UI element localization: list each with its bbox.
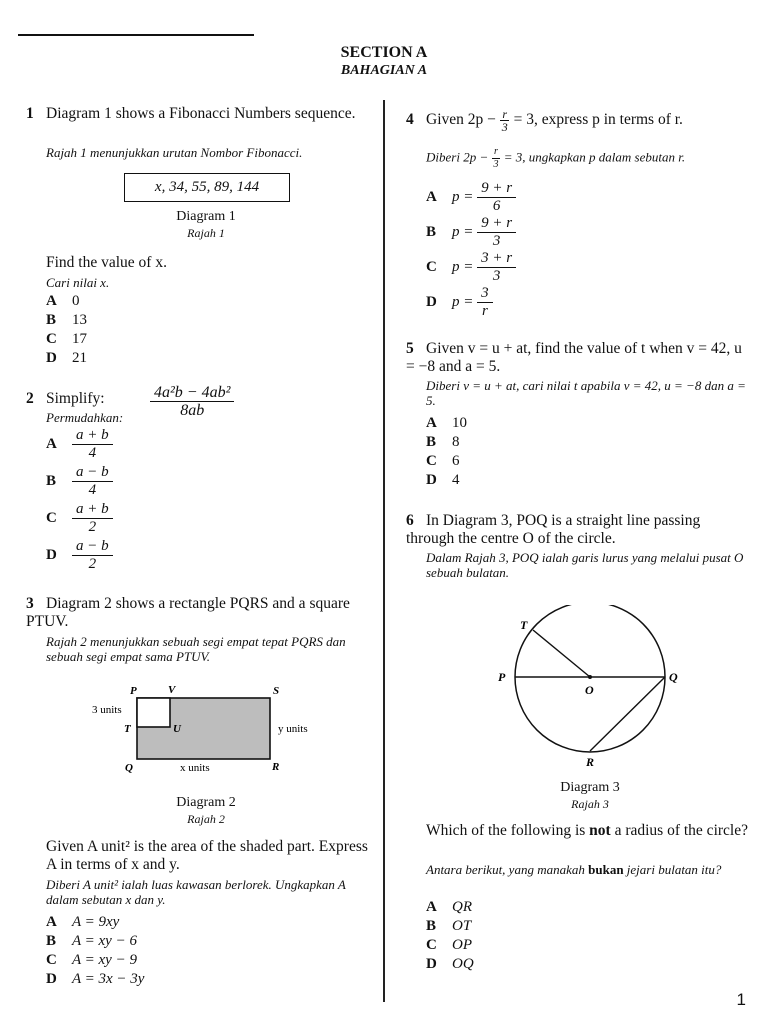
- header-rule: [18, 34, 254, 36]
- q6-option-b[interactable]: B OT: [426, 918, 472, 934]
- square-ptuv: [137, 698, 170, 727]
- q3-option-c[interactable]: C A = xy − 9: [46, 952, 137, 968]
- diagram-2: [80, 680, 340, 780]
- question-1-text: 1 Diagram 1 shows a Fibonacci Numbers sequence.: [26, 105, 356, 122]
- q2-option-a[interactable]: A $\frac{a + b}{4}$: [46, 427, 113, 462]
- label-r: R: [586, 755, 595, 769]
- question-3-text: 3 Diagram 2 shows a rectangle PQRS and a square PTUV.: [26, 595, 350, 630]
- question-4-text-ms: Diberi 2p − $\frac{r}{3}$ = 3, ungkapkan p dalam sebutan r.: [426, 146, 686, 170]
- question-5-text-ms: Diberi v = u + at, cari nilai t apabila v = 42, u = −8 dan a = 5.: [426, 378, 746, 408]
- question-1-prompt-ms: Cari nilai x.: [46, 275, 110, 290]
- label-q: Q: [669, 670, 678, 684]
- question-6-text-ms: Dalam Rajah 3, POQ ialah garis lurus yang melalui pusat O sebuah bulatan.: [426, 550, 744, 580]
- label-r: R: [272, 761, 280, 773]
- label-v: V: [168, 684, 176, 696]
- label-u: U: [173, 723, 181, 735]
- q1-option-b[interactable]: B 13: [46, 312, 87, 328]
- label-x-units: x units: [180, 762, 210, 774]
- q5-option-c[interactable]: C 6: [426, 453, 460, 469]
- question-3-prompt: Given A unit² is the area of the shaded part. Express A in terms of x and y.: [46, 838, 368, 873]
- q1-option-c[interactable]: C 17: [46, 331, 87, 347]
- question-3-text-ms: Rajah 2 menunjukkan sebuah segi empat tepat PQRS dan sebuah segi empat sama PTUV.: [46, 634, 346, 664]
- q1-option-a[interactable]: A 0: [46, 293, 80, 309]
- q2-option-d[interactable]: D $\frac{a - b}{2}$: [46, 538, 113, 573]
- q5-option-a[interactable]: A 10: [426, 415, 467, 431]
- label-o: O: [585, 683, 594, 697]
- label-s: S: [273, 685, 280, 697]
- question-2-label: 2 Simplify:: [26, 390, 105, 407]
- diagram-3-caption-ms: Rajah 3: [571, 797, 609, 811]
- q4-option-a[interactable]: A p = $\frac{9 + r}{6}$: [426, 180, 516, 215]
- question-3-prompt-ms: Diberi A unit² ialah luas kawasan berlorek. Ungkapkan A dalam sebutan x dan y.: [46, 877, 346, 907]
- q6-option-a[interactable]: A QR: [426, 899, 472, 915]
- label-3-units: 3 units: [92, 704, 122, 716]
- diagram-2-caption: Diagram 2: [176, 795, 236, 810]
- q3-option-b[interactable]: B A = xy − 6: [46, 933, 137, 949]
- centre-point: [588, 675, 592, 679]
- q1-option-d[interactable]: D 21: [46, 350, 87, 366]
- label-t: T: [520, 618, 528, 632]
- question-1-prompt: Find the value of x.: [46, 254, 167, 271]
- fibonacci-sequence-box: x, 34, 55, 89, 144: [124, 173, 290, 202]
- question-6-prompt-ms: Antara berikut, yang manakah bukan jejari bulatan itu?: [426, 862, 722, 877]
- q3-option-d[interactable]: D A = 3x − 3y: [46, 971, 145, 987]
- diagram-1-caption: Diagram 1: [176, 209, 236, 224]
- q5-option-b[interactable]: B 8: [426, 434, 460, 450]
- label-q: Q: [125, 762, 133, 774]
- diagram-3-caption: Diagram 3: [560, 780, 620, 795]
- question-6-prompt: Which of the following is not a radius of the circle?: [426, 822, 748, 839]
- question-1-text-ms: Rajah 1 menunjukkan urutan Nombor Fibonacci.: [46, 145, 303, 160]
- q3-option-a[interactable]: A A = 9xy: [46, 914, 120, 930]
- question-2-expression: $\frac{\text{4a²b − 4ab²}}{8ab}$: [150, 384, 234, 419]
- section-title: SECTION A: [340, 44, 428, 61]
- q6-option-d[interactable]: D OQ: [426, 956, 474, 972]
- q4-option-b[interactable]: B p = $\frac{9 + r}{3}$: [426, 215, 516, 250]
- q6-option-c[interactable]: C OP: [426, 937, 472, 953]
- label-y-units: y units: [278, 723, 308, 735]
- q5-option-d[interactable]: D 4: [426, 472, 460, 488]
- diagram-3: [490, 605, 700, 775]
- question-2-label-ms: Permudahkan:: [46, 410, 124, 425]
- label-p: P: [498, 670, 506, 684]
- q4-option-d[interactable]: D p = $\frac{3}{r}$: [426, 285, 493, 320]
- diagram-1-caption-ms: Rajah 1: [187, 226, 225, 240]
- question-6-text: 6 In Diagram 3, POQ is a straight line passing through the centre O of the circle.: [406, 512, 701, 547]
- column-divider: [383, 100, 385, 1002]
- q2-option-b[interactable]: B $\frac{a - b}{4}$: [46, 464, 113, 499]
- q4-option-c[interactable]: C p = $\frac{3 + r}{3}$: [426, 250, 516, 285]
- section-subtitle: BAHAGIAN A: [340, 63, 428, 78]
- line-qr: [590, 677, 665, 751]
- q2-option-c[interactable]: C $\frac{a + b}{2}$: [46, 501, 113, 536]
- label-t: T: [124, 723, 131, 735]
- page-number: 1: [736, 990, 746, 1009]
- diagram-2-caption-ms: Rajah 2: [187, 812, 225, 826]
- question-5-text: 5 Given v = u + at, find the value of t when v = 42, u = −8 and a = 5.: [406, 340, 742, 375]
- label-p: P: [130, 685, 137, 697]
- line-ot: [533, 630, 590, 677]
- question-4-text: 4 Given 2p − $\frac{r}{3}$ = 3, express p in terms of r.: [406, 107, 683, 134]
